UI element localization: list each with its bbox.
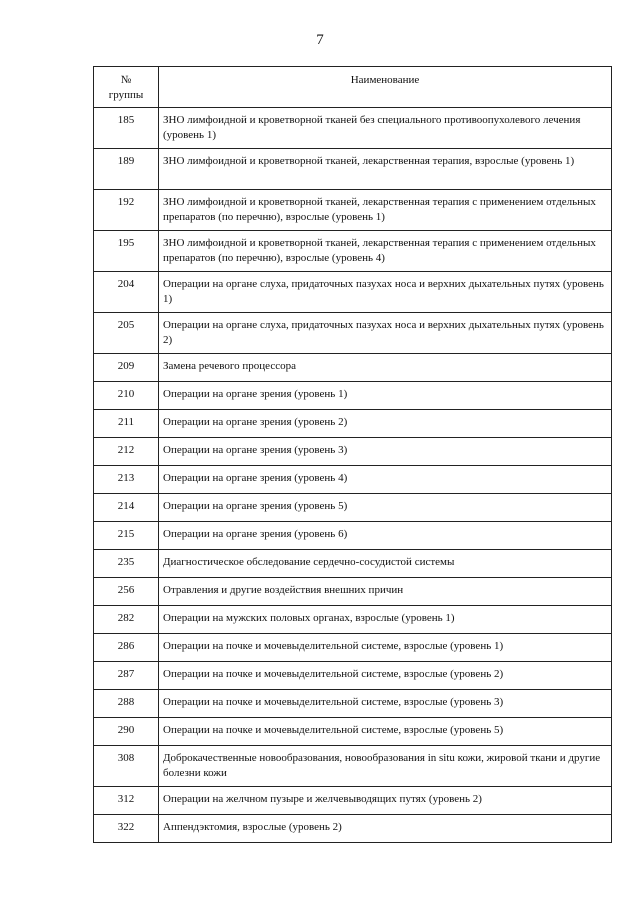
group-name: Операции на почке и мочевыделительной системе, взрослые (уровень 1): [159, 634, 612, 662]
group-name: Операции на органе зрения (уровень 2): [159, 410, 612, 438]
table-row: [94, 550, 612, 578]
table-row: [94, 787, 612, 815]
group-name: Диагностическое обследование сердечно-сосудистой системы: [159, 550, 612, 578]
group-number: 212: [94, 438, 159, 466]
header-group-number: [94, 67, 159, 108]
table-row: [94, 231, 612, 272]
group-number: 192: [94, 190, 159, 231]
group-name: ЗНО лимфоидной и кроветворной тканей без специального противоопухолевого лечения (уровень 1): [159, 108, 612, 149]
group-name: Операции на почке и мочевыделительной системе, взрослые (уровень 3): [159, 690, 612, 718]
group-number: 204: [94, 272, 159, 313]
group-name: Доброкачественные новообразования, новообразования in situ кожи, жировой ткани и другие болезни кожи: [159, 746, 612, 787]
group-name: Операции на органе зрения (уровень 1): [159, 382, 612, 410]
group-name: Операции на органе слуха, придаточных пазухах носа и верхних дыхательных путях (уровень 2): [159, 313, 612, 354]
group-number: 235: [94, 550, 159, 578]
table-row: [94, 149, 612, 190]
group-name: ЗНО лимфоидной и кроветворной тканей, лекарственная терапия, взрослые (уровень 1): [159, 149, 612, 190]
table-row: [94, 606, 612, 634]
group-name: Операции на органе зрения (уровень 6): [159, 522, 612, 550]
group-number: 256: [94, 578, 159, 606]
group-number: 185: [94, 108, 159, 149]
group-number: 213: [94, 466, 159, 494]
group-number: 286: [94, 634, 159, 662]
group-number: 322: [94, 815, 159, 843]
group-number: 288: [94, 690, 159, 718]
table-row: [94, 190, 612, 231]
header-num-symbol: №: [120, 74, 132, 86]
header-num-label: группы: [108, 89, 144, 101]
group-name: Аппендэктомия, взрослые (уровень 2): [159, 815, 612, 843]
group-number: 195: [94, 231, 159, 272]
table-row: [94, 578, 612, 606]
table-row: [94, 466, 612, 494]
table-row: [94, 746, 612, 787]
table-header-row: [94, 67, 612, 108]
table-row: [94, 410, 612, 438]
table-row: [94, 662, 612, 690]
group-name: Операции на желчном пузыре и желчевыводящих путях (уровень 2): [159, 787, 612, 815]
group-number: 214: [94, 494, 159, 522]
group-number: 308: [94, 746, 159, 787]
table-row: [94, 494, 612, 522]
table-row: [94, 313, 612, 354]
table-row: [94, 108, 612, 149]
page-number: 7: [316, 32, 324, 48]
group-number: 312: [94, 787, 159, 815]
group-name: Операции на почке и мочевыделительной системе, взрослые (уровень 2): [159, 662, 612, 690]
group-name: Операции на органе слуха, придаточных пазухах носа и верхних дыхательных путях (уровень 1): [159, 272, 612, 313]
group-number: 211: [94, 410, 159, 438]
table-row: [94, 634, 612, 662]
group-name: Замена речевого процессора: [159, 354, 612, 382]
group-number: 210: [94, 382, 159, 410]
table-row: [94, 522, 612, 550]
table-row: [94, 354, 612, 382]
group-number: 287: [94, 662, 159, 690]
group-name: Отравления и другие воздействия внешних причин: [159, 578, 612, 606]
group-number: 290: [94, 718, 159, 746]
group-name: Операции на органе зрения (уровень 5): [159, 494, 612, 522]
table-row: [94, 815, 612, 843]
group-name: ЗНО лимфоидной и кроветворной тканей, лекарственная терапия с применением отдельных препаратов (по перечню), взрослые (уровень 1): [159, 190, 612, 231]
group-number: 282: [94, 606, 159, 634]
table-row: [94, 690, 612, 718]
group-name: Операции на мужских половых органах, взрослые (уровень 1): [159, 606, 612, 634]
group-name: Операции на органе зрения (уровень 4): [159, 466, 612, 494]
group-number: 205: [94, 313, 159, 354]
table-row: [94, 382, 612, 410]
table-row: [94, 438, 612, 466]
group-number: 189: [94, 149, 159, 190]
group-name: Операции на почке и мочевыделительной системе, взрослые (уровень 5): [159, 718, 612, 746]
group-name: ЗНО лимфоидной и кроветворной тканей, лекарственная терапия с применением отдельных препаратов (по перечню), взрослые (уровень 4): [159, 231, 612, 272]
group-number: 209: [94, 354, 159, 382]
header-name: Наименование: [159, 67, 612, 108]
group-name: Операции на органе зрения (уровень 3): [159, 438, 612, 466]
table-row: [94, 272, 612, 313]
table-row: [94, 718, 612, 746]
group-number: 215: [94, 522, 159, 550]
group-table: [93, 66, 612, 843]
